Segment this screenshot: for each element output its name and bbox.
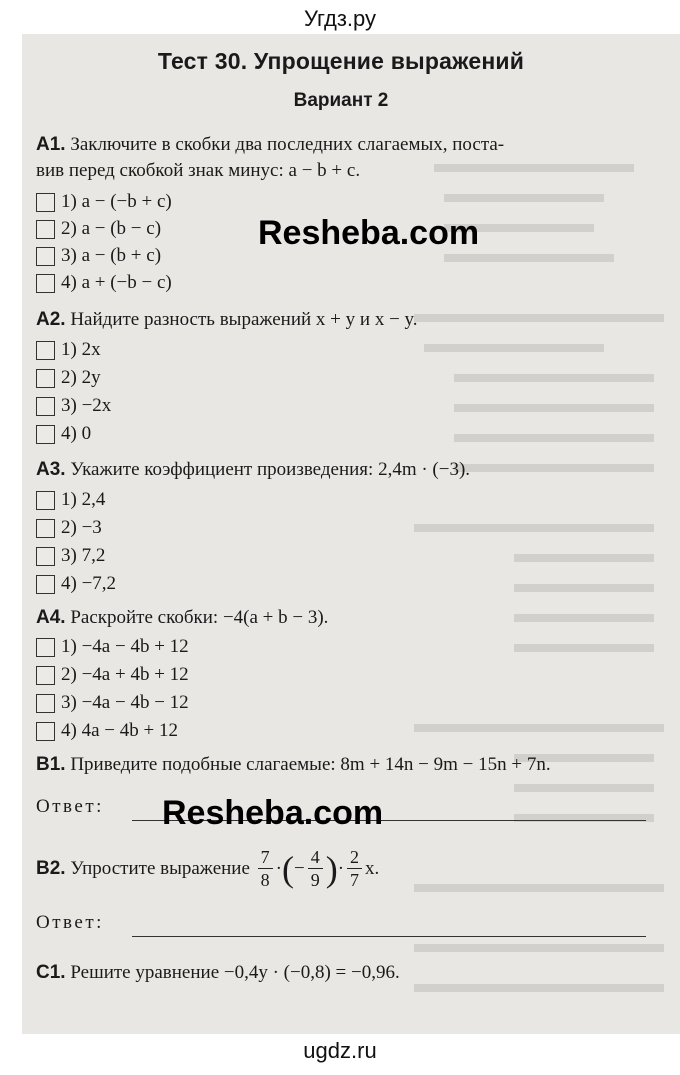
question-b2 bbox=[36, 846, 379, 891]
question-b2-text: Упростите выражение bbox=[70, 857, 250, 879]
multiply-sign: · bbox=[275, 857, 282, 879]
question-a4-label: А4. bbox=[36, 607, 66, 628]
checkbox[interactable] bbox=[36, 341, 55, 360]
site-footer-link[interactable]: ugdz.ru bbox=[303, 1038, 377, 1063]
checkbox[interactable] bbox=[36, 220, 55, 239]
a4-option-4[interactable] bbox=[36, 720, 178, 742]
minus-sign: − bbox=[293, 857, 305, 879]
fraction-2-7 bbox=[347, 846, 362, 891]
expression-tail: x. bbox=[365, 857, 380, 879]
checkbox[interactable] bbox=[36, 274, 55, 293]
fraction-7-8 bbox=[258, 846, 273, 891]
option-label: 4) a + (−b − c) bbox=[61, 272, 172, 293]
option-label: 1) a − (−b + c) bbox=[61, 191, 172, 212]
numerator: 7 bbox=[258, 846, 273, 869]
a1-option-4[interactable] bbox=[36, 272, 172, 294]
option-label: 2) −3 bbox=[61, 517, 102, 538]
checkbox[interactable] bbox=[36, 575, 55, 594]
multiply-sign: · bbox=[337, 857, 345, 879]
option-label: 4) −7,2 bbox=[61, 573, 117, 594]
checkbox[interactable] bbox=[36, 247, 55, 266]
page-title: Тест 30. Упрощение выражений bbox=[157, 48, 525, 74]
b2-answer-label: Ответ: bbox=[36, 912, 104, 933]
left-paren: ( bbox=[281, 848, 294, 889]
option-label: 4) 0 bbox=[61, 423, 92, 444]
question-b2-label: В2. bbox=[36, 857, 66, 879]
checkbox[interactable] bbox=[36, 397, 55, 416]
question-a1 bbox=[36, 134, 504, 156]
question-c1-text: Решите уравнение −0,4y · (−0,8) = −0,96. bbox=[70, 962, 400, 983]
question-c1 bbox=[36, 962, 400, 984]
checkbox[interactable] bbox=[36, 193, 55, 212]
variant-heading: Вариант 2 bbox=[293, 90, 389, 111]
question-a3 bbox=[36, 459, 470, 481]
a2-option-2[interactable] bbox=[36, 367, 101, 389]
watermark-logo: Resheba.com bbox=[258, 214, 480, 252]
question-a1-text-1: Заключите в скобки два последних слагаемых, поста- bbox=[70, 134, 505, 155]
bleed-through-text bbox=[414, 124, 680, 1024]
a3-option-2[interactable] bbox=[36, 517, 102, 539]
fraction-4-9 bbox=[308, 846, 323, 891]
question-a4-text: Раскройте скобки: −4(a + b − 3). bbox=[70, 607, 329, 628]
option-label: 3) −4a − 4b − 12 bbox=[61, 692, 189, 713]
option-label: 1) 2,4 bbox=[61, 489, 106, 510]
checkbox[interactable] bbox=[36, 519, 55, 538]
right-paren: ) bbox=[325, 848, 338, 889]
a3-option-4[interactable] bbox=[36, 573, 116, 595]
checkbox[interactable] bbox=[36, 369, 55, 388]
worksheet-page bbox=[22, 34, 680, 1034]
question-a4 bbox=[36, 607, 328, 629]
checkbox[interactable] bbox=[36, 547, 55, 566]
a1-option-1[interactable] bbox=[36, 191, 172, 213]
question-b1-text: Приведите подобные слагаемые: 8m + 14n − 9m − 15n + 7n. bbox=[70, 754, 551, 775]
a3-option-3[interactable] bbox=[36, 545, 105, 567]
option-label: 3) 7,2 bbox=[61, 545, 106, 566]
option-label: 3) −2x bbox=[61, 395, 112, 416]
b2-answer-line[interactable] bbox=[132, 936, 646, 937]
question-a1-text-2: вив перед скобкой знак минус: a − b + c. bbox=[36, 160, 361, 181]
checkbox[interactable] bbox=[36, 722, 55, 741]
a2-option-3[interactable] bbox=[36, 395, 111, 417]
question-a2-label: А2. bbox=[36, 309, 66, 330]
a4-option-1[interactable] bbox=[36, 636, 189, 658]
question-a2-text: Найдите разность выражений x + y и x − y. bbox=[70, 309, 418, 330]
option-label: 2) a − (b − c) bbox=[61, 218, 162, 239]
a4-option-2[interactable] bbox=[36, 664, 189, 686]
a3-option-1[interactable] bbox=[36, 489, 105, 511]
a4-option-3[interactable] bbox=[36, 692, 189, 714]
denominator: 8 bbox=[260, 870, 270, 890]
watermark-logo: Resheba.com bbox=[162, 794, 384, 832]
denominator: 9 bbox=[310, 870, 320, 890]
a2-option-4[interactable] bbox=[36, 423, 91, 445]
question-a3-label: А3. bbox=[36, 459, 66, 480]
checkbox[interactable] bbox=[36, 694, 55, 713]
question-a2 bbox=[36, 309, 418, 331]
question-a3-text: Укажите коэффициент произведения: 2,4m · (−3). bbox=[70, 459, 471, 480]
option-label: 3) a − (b + c) bbox=[61, 245, 162, 266]
checkbox[interactable] bbox=[36, 666, 55, 685]
checkbox[interactable] bbox=[36, 425, 55, 444]
checkbox[interactable] bbox=[36, 638, 55, 657]
site-header-link[interactable]: Угдз.ру bbox=[303, 6, 377, 31]
checkbox[interactable] bbox=[36, 491, 55, 510]
a2-option-1[interactable] bbox=[36, 339, 101, 361]
option-label: 2) −4a + 4b + 12 bbox=[61, 664, 189, 685]
b1-answer-label: Ответ: bbox=[36, 796, 104, 817]
option-label: 1) −4a − 4b + 12 bbox=[61, 636, 189, 657]
question-b1-label: В1. bbox=[36, 754, 66, 775]
question-c1-label: С1. bbox=[36, 962, 66, 983]
question-a1-label: А1. bbox=[36, 134, 66, 155]
denominator: 7 bbox=[350, 870, 360, 890]
option-label: 4) 4a − 4b + 12 bbox=[61, 720, 178, 741]
option-label: 2) 2y bbox=[61, 367, 101, 388]
numerator: 4 bbox=[308, 846, 323, 869]
a1-option-2[interactable] bbox=[36, 218, 161, 240]
numerator: 2 bbox=[347, 846, 362, 869]
a1-option-3[interactable] bbox=[36, 245, 161, 267]
question-b1 bbox=[36, 754, 551, 776]
option-label: 1) 2x bbox=[61, 339, 101, 360]
